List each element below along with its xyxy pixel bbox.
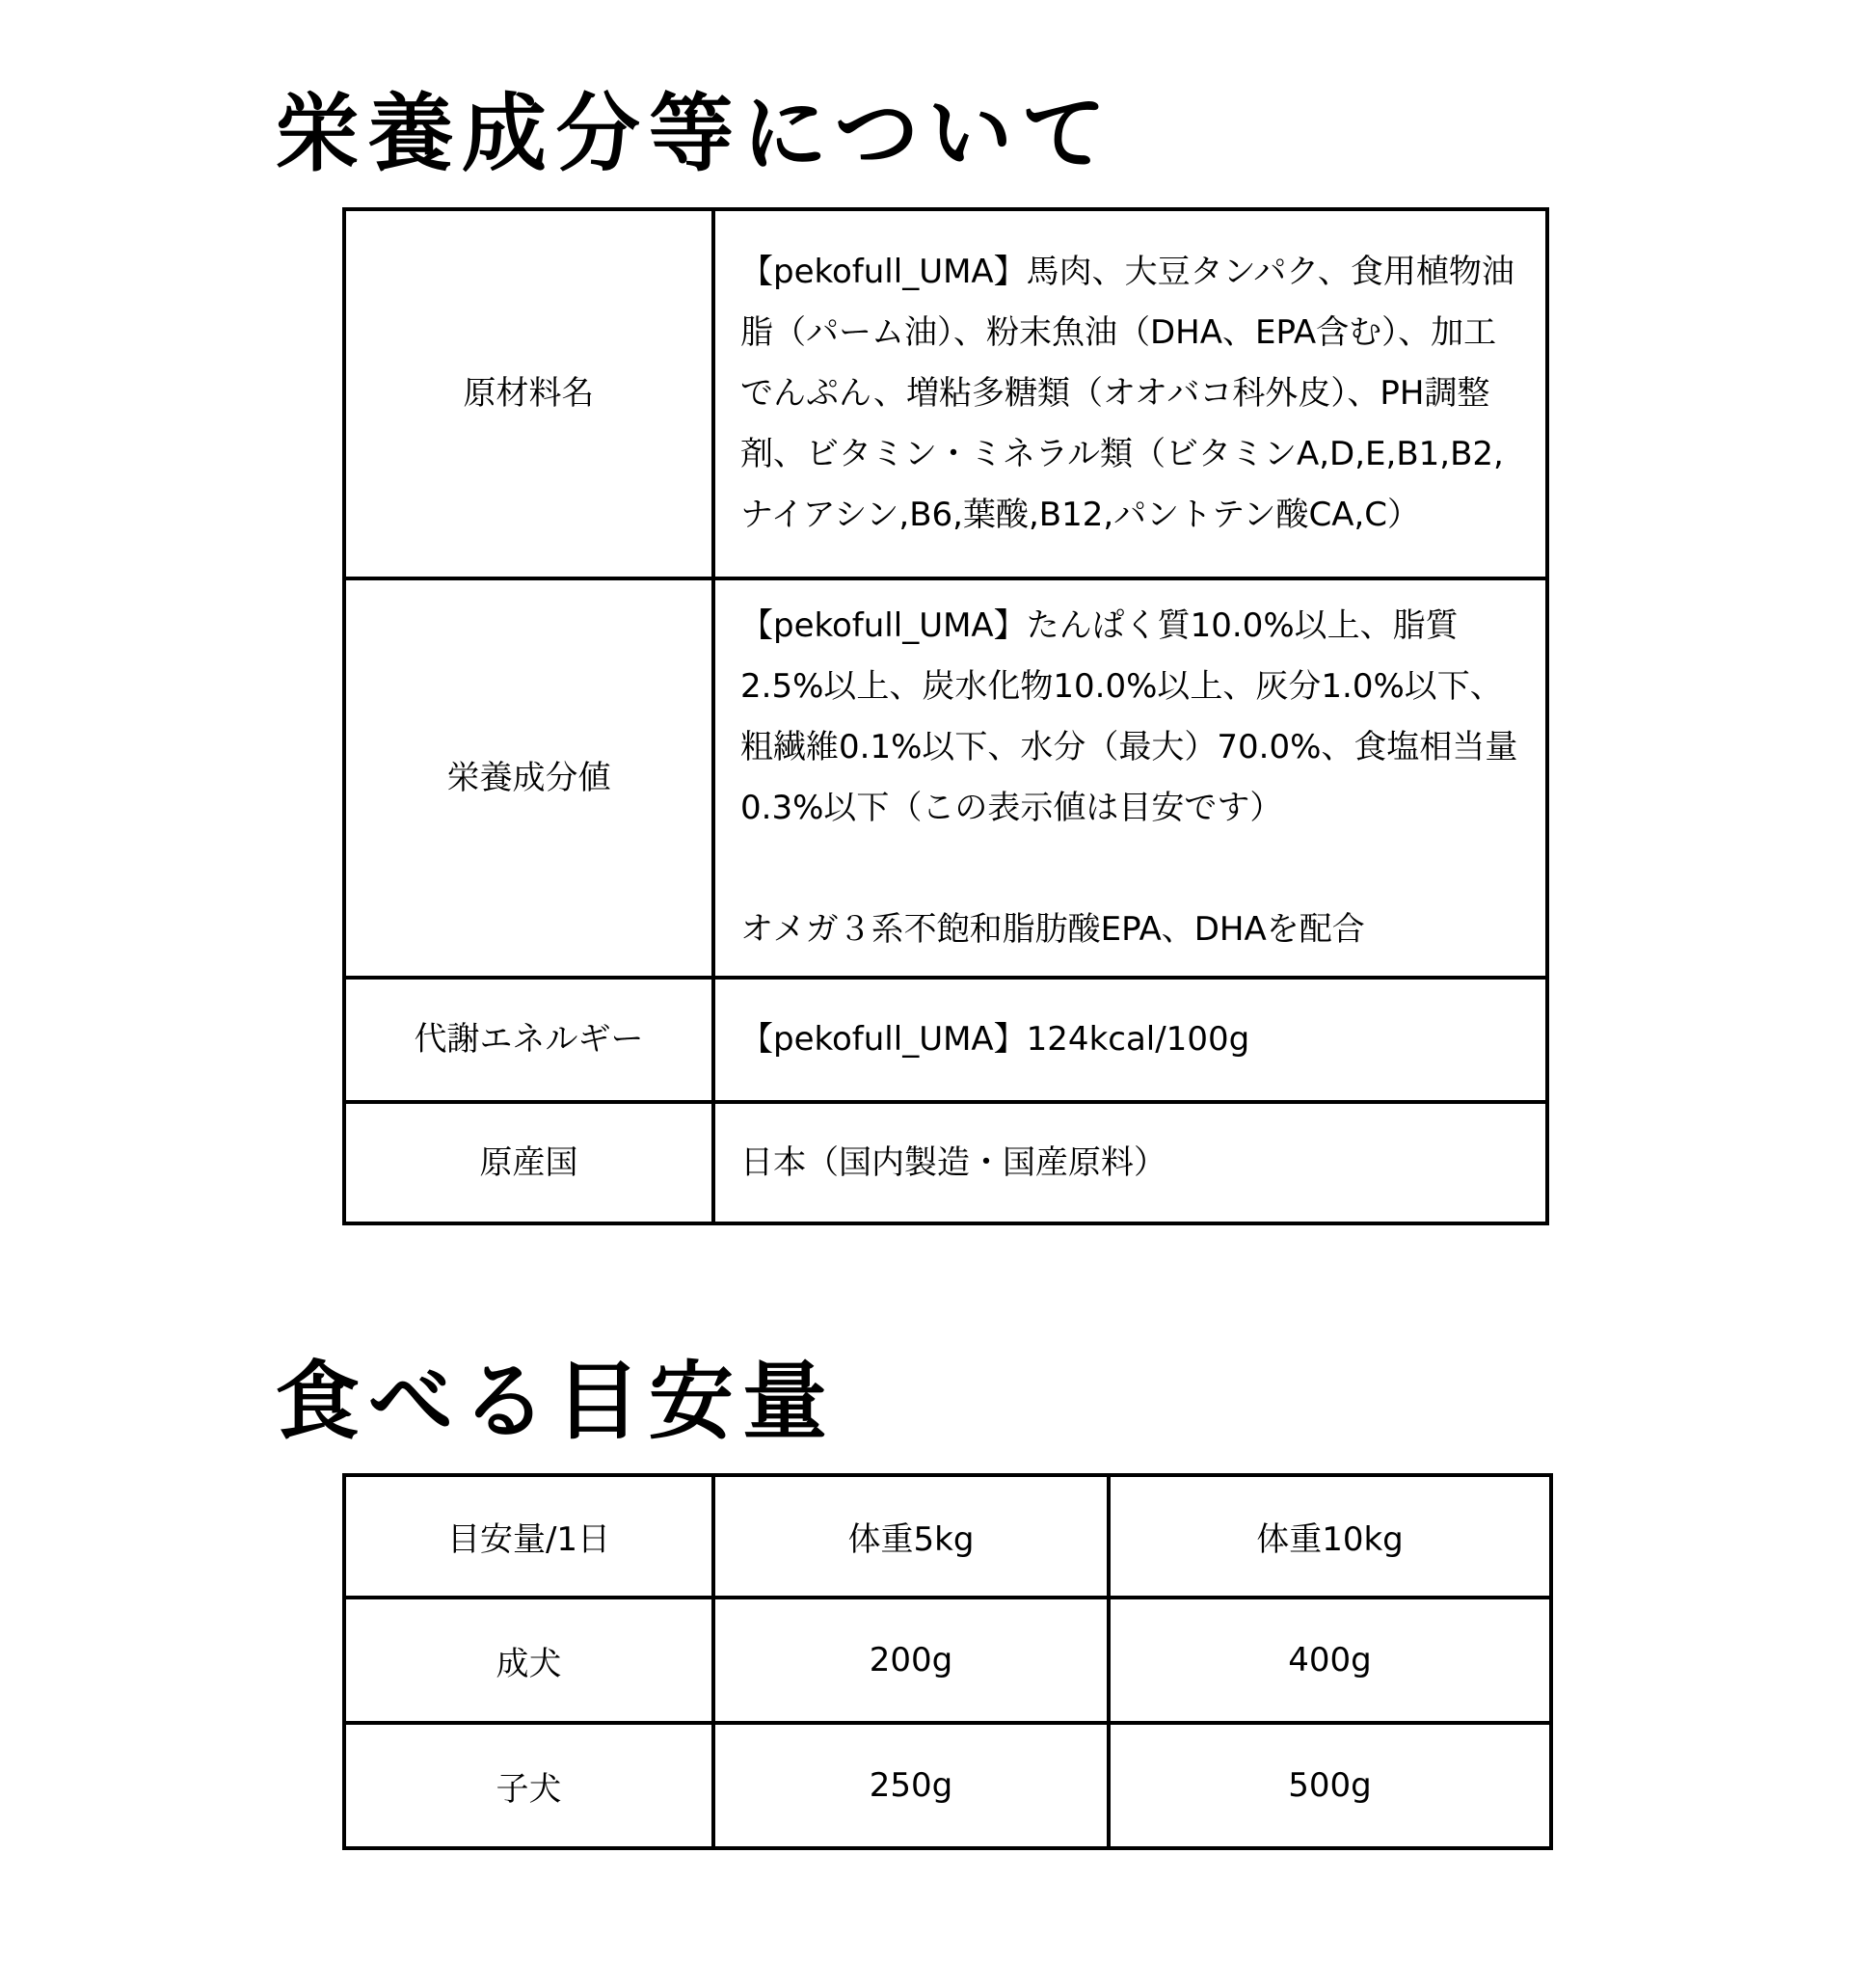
ingredients-label: 原材料名 (344, 209, 713, 578)
table-row-nutrition-values (344, 578, 1547, 978)
feeding-guide-section-title: 食べる目安量 (275, 1351, 837, 1452)
nutrition-label-page (0, 85, 1876, 1961)
puppy-5kg-amount: 250g (713, 1723, 1109, 1848)
puppy-10kg-amount: 500g (1109, 1723, 1551, 1848)
nutrition-values-text: 【pekofull_UMA】たんぱく質10.0%以上、脂質2.5%以上、炭水化物10.0%以上、灰分1.0%以下、粗繊維0.1%以下、水分（最大）70.0%、食塩相当量0.3%以下（この表示値は目安です） (740, 606, 1518, 828)
guide-header-weight-10kg: 体重10kg (1109, 1475, 1551, 1598)
adult-dog-5kg-amount: 200g (713, 1598, 1109, 1723)
feeding-guide-table (342, 1473, 1553, 1850)
metabolic-energy-label: 代謝エネルギー (344, 978, 713, 1102)
feeding-guide-row-adult-dog (344, 1598, 1551, 1723)
puppy-label: 子犬 (344, 1723, 713, 1848)
nutrition-info-table (342, 207, 1549, 1225)
country-of-origin-text: 日本（国内製造・国産原料） (740, 1142, 1166, 1182)
nutrition-values-cell (713, 578, 1547, 978)
guide-header-amount-per-day: 目安量/1日 (344, 1475, 713, 1598)
nutrition-section-title: 栄養成分等について (275, 83, 1115, 183)
omega3-note-text: オメガ３系不飽和脂肪酸EPA、DHAを配合 (740, 910, 1365, 950)
feeding-guide-header-row (344, 1475, 1551, 1598)
feeding-guide-row-puppy (344, 1723, 1551, 1848)
country-of-origin-cell (713, 1102, 1547, 1223)
guide-header-weight-5kg: 体重5kg (713, 1475, 1109, 1598)
table-row-metabolic-energy (344, 978, 1547, 1102)
ingredients-text: 【pekofull_UMA】馬肉、大豆タンパク、食用植物油脂（パーム油）、粉末魚油（DHA、EPA含む）、加工でんぷん、増粘多糖類（オオバコ科外皮）、PH調整剤、ビタミン・ミネラル類（ビタミンA,D,E,B1,B2,ナイアシン,B6,葉酸,B12,パントテン酸CA,C） (740, 253, 1514, 535)
adult-dog-10kg-amount: 400g (1109, 1598, 1551, 1723)
table-row-country-of-origin (344, 1102, 1547, 1223)
nutrition-values-label: 栄養成分値 (344, 578, 713, 978)
ingredients-value-cell (713, 209, 1547, 578)
adult-dog-label: 成犬 (344, 1598, 713, 1723)
metabolic-energy-text: 【pekofull_UMA】124kcal/100g (740, 1020, 1250, 1060)
country-of-origin-label: 原産国 (344, 1102, 713, 1223)
table-row-ingredients (344, 209, 1547, 578)
metabolic-energy-cell (713, 978, 1547, 1102)
